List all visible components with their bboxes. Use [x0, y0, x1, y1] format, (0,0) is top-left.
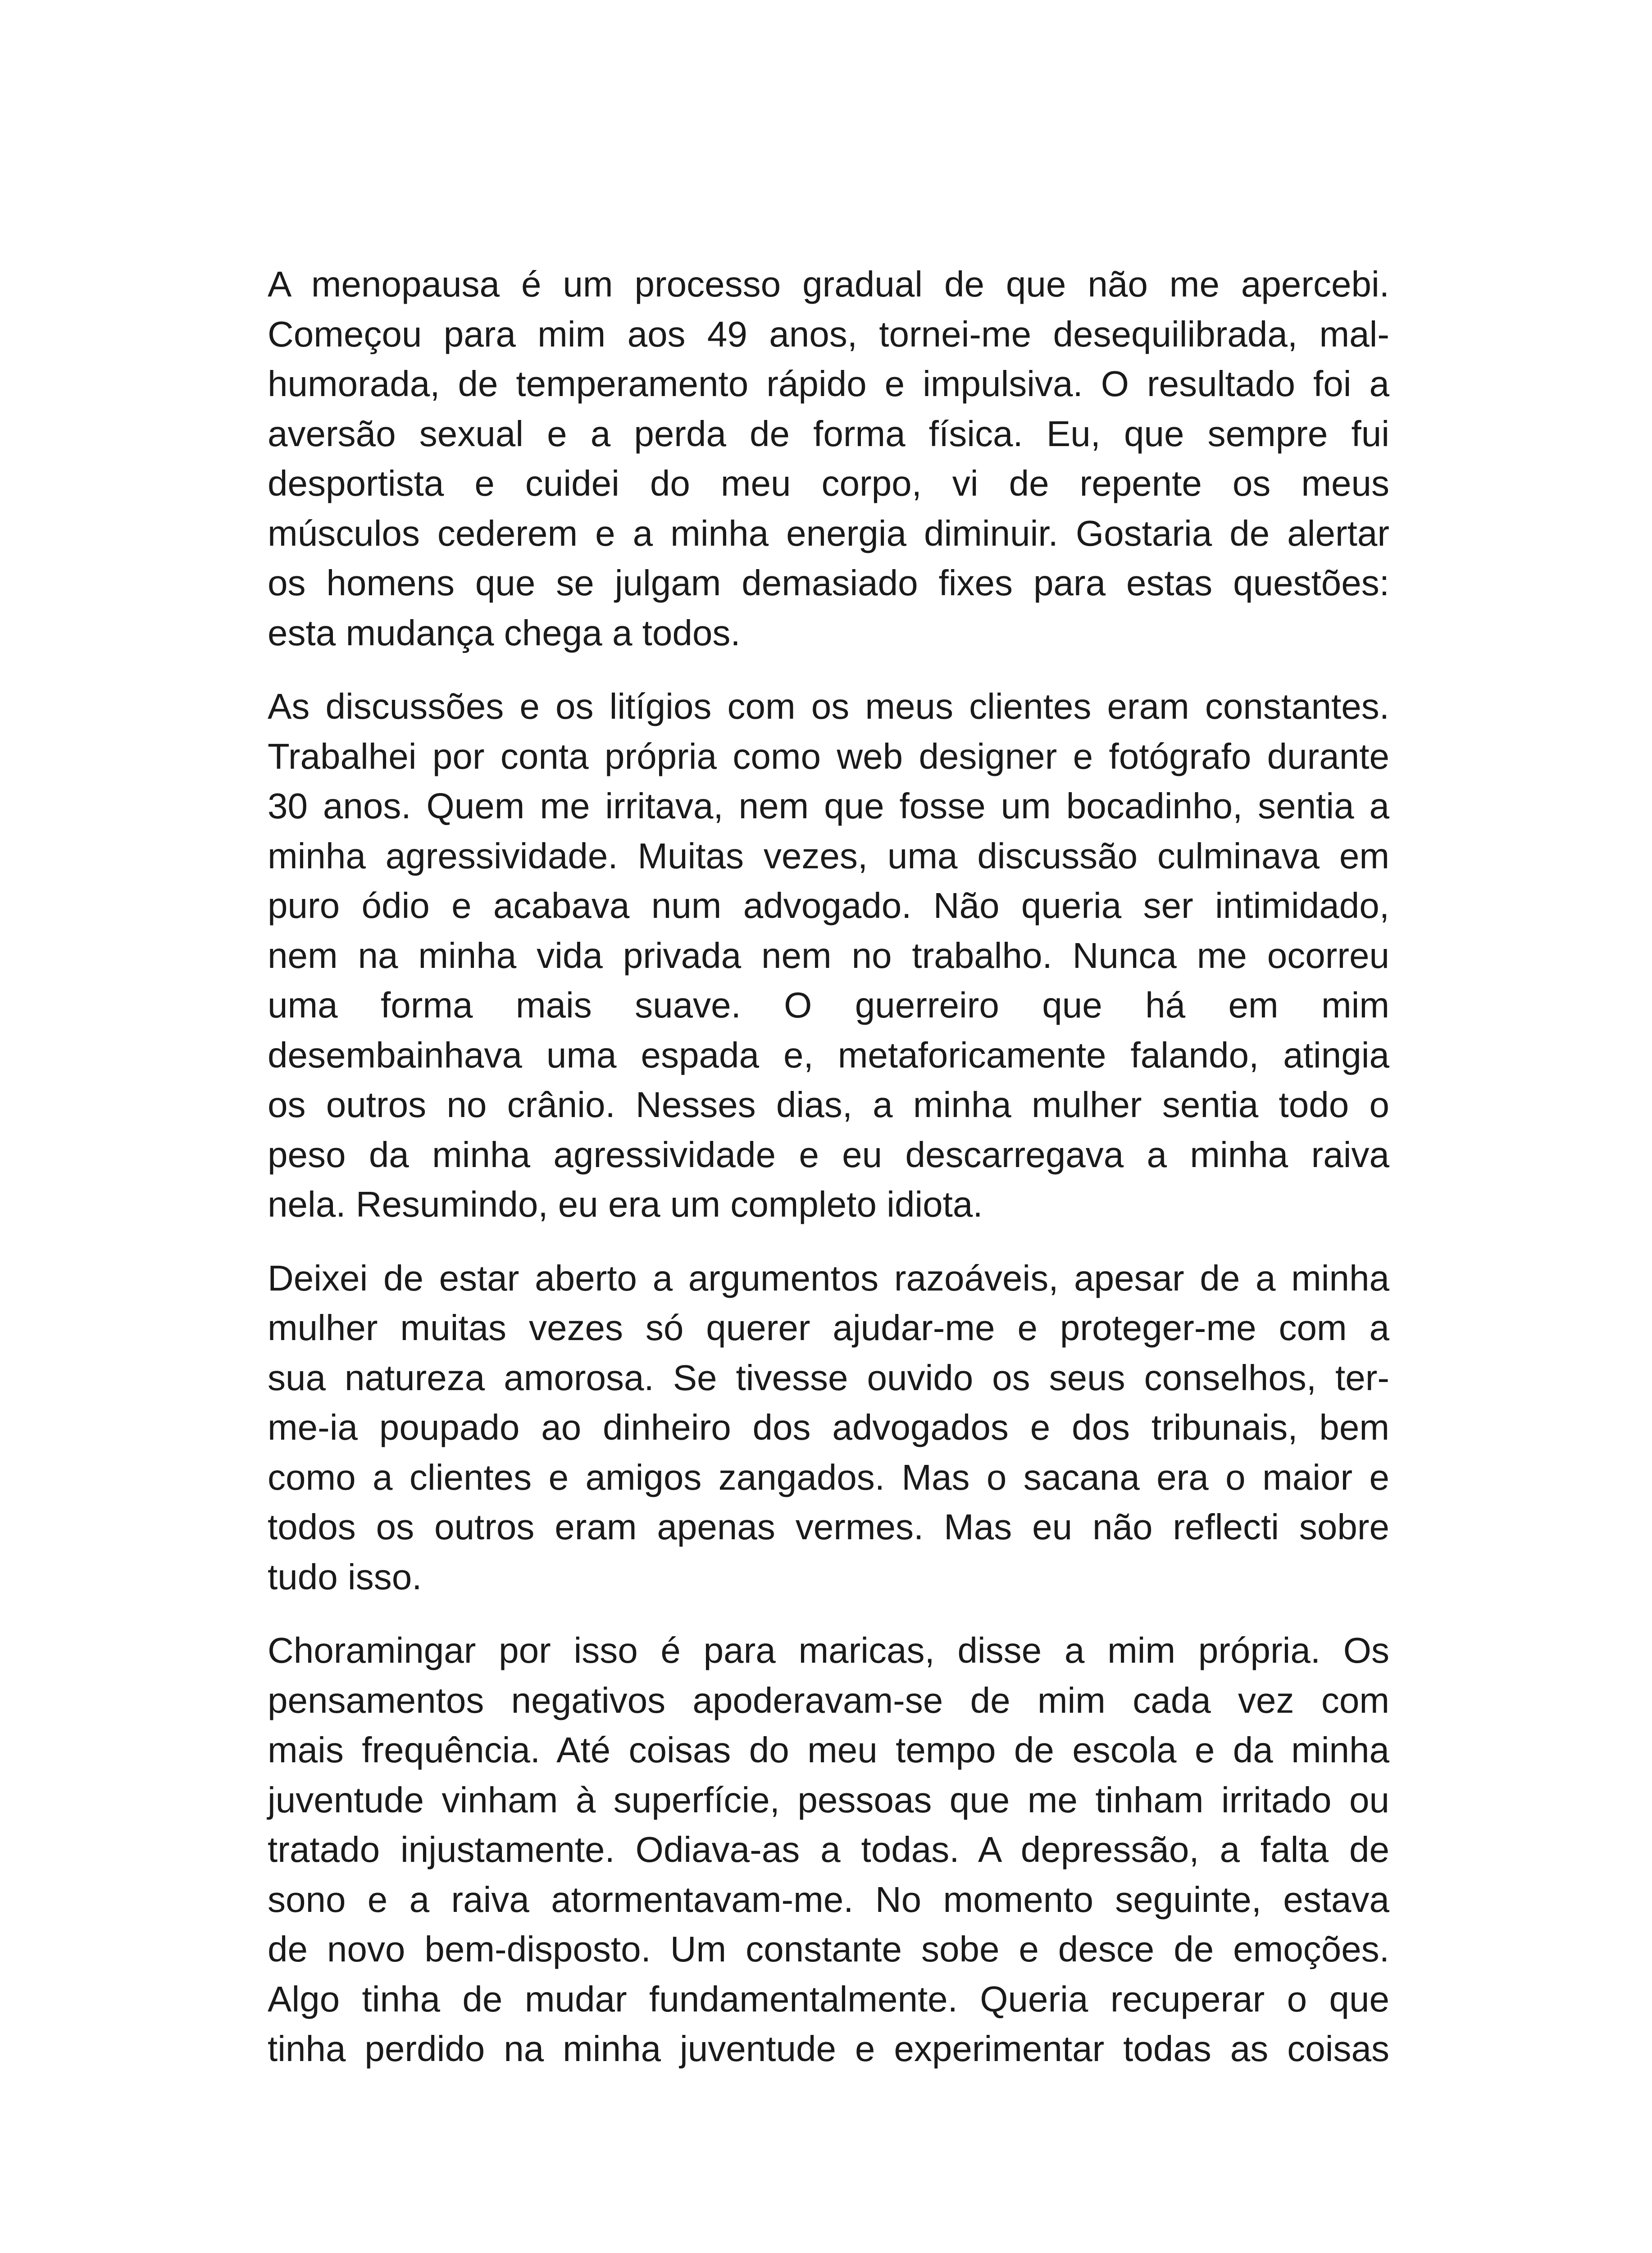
text-line: desembainhava uma espada e, metaforicamente falando, atingia: [268, 1035, 1389, 1075]
text-line: desportista e cuidei do meu corpo, vi de repente os meus: [268, 463, 1389, 503]
text-line: sono e a raiva atormentavam-me. No momento seguinte, estava: [268, 1879, 1389, 1920]
text-line: A menopausa é um processo gradual de que não me apercebi.: [268, 264, 1389, 304]
text-line: os homens que se julgam demasiado fixes para estas questões:: [268, 563, 1389, 603]
text-line: pensamentos negativos apoderavam-se de mim cada vez com: [268, 1680, 1389, 1720]
paragraph-3: [268, 1254, 1389, 1602]
text-line: Choramingar por isso é para maricas, disse a mim própria. Os: [268, 1630, 1389, 1670]
text-line: esta mudança chega a todos.: [268, 612, 741, 653]
text-line: 30 anos. Quem me irritava, nem que fosse um bocadinho, sentia a: [268, 786, 1389, 826]
text-line: todos os outros eram apenas vermes. Mas eu não reflecti sobre: [268, 1507, 1389, 1547]
paragraph-4: [268, 1626, 1389, 2074]
text-line: uma forma mais suave. O guerreiro que há em mim: [268, 985, 1389, 1025]
text-line: puro ódio e acabava num advogado. Não queria ser intimidado,: [268, 885, 1389, 926]
text-line: nela. Resumindo, eu era um completo idiota.: [268, 1184, 983, 1224]
text-line: juventude vinham à superfície, pessoas que me tinham irritado ou: [268, 1779, 1389, 1820]
text-line: mulher muitas vezes só querer ajudar-me e proteger-me com a: [268, 1308, 1389, 1348]
text-line: nem na minha vida privada nem no trabalho. Nunca me ocorreu: [268, 935, 1389, 976]
text-line: músculos cederem e a minha energia diminuir. Gostaria de alertar: [268, 513, 1389, 553]
paragraph-1: [268, 260, 1389, 658]
text-line: humorada, de temperamento rápido e impulsiva. O resultado foi a: [268, 364, 1389, 404]
text-line: Algo tinha de mudar fundamentalmente. Queria recuperar o que: [268, 1979, 1389, 2019]
text-line: tudo isso.: [268, 1556, 422, 1597]
text-line: sua natureza amorosa. Se tivesse ouvido os seus conselhos, ter-: [268, 1357, 1389, 1398]
text-line: Deixei de estar aberto a argumentos razoáveis, apesar de a minha: [268, 1258, 1389, 1298]
text-line: mais frequência. Até coisas do meu tempo de escola e da minha: [268, 1730, 1389, 1770]
text-line: me-ia poupado ao dinheiro dos advogados e dos tribunais, bem: [268, 1407, 1389, 1447]
text-line: Trabalhei por conta própria como web designer e fotógrafo durante: [268, 736, 1389, 776]
text-line: aversão sexual e a perda de forma física. Eu, que sempre fui: [268, 413, 1389, 454]
text-line: minha agressividade. Muitas vezes, uma discussão culminava em: [268, 835, 1389, 876]
text-line: tinha perdido na minha juventude e experimentar todas as coisas: [268, 2029, 1389, 2069]
text-line: Começou para mim aos 49 anos, tornei-me desequilibrada, mal-: [268, 314, 1389, 354]
text-line: As discussões e os litígios com os meus clientes eram constantes.: [268, 686, 1389, 726]
text-line: tratado injustamente. Odiava-as a todas. A depressão, a falta de: [268, 1829, 1389, 1870]
text-line: de novo bem-disposto. Um constante sobe e desce de emoções.: [268, 1929, 1389, 1969]
text-line: os outros no crânio. Nesses dias, a minha mulher sentia todo o: [268, 1085, 1389, 1125]
text-line: peso da minha agressividade e eu descarregava a minha raiva: [268, 1134, 1389, 1175]
paragraph-2: [268, 682, 1389, 1230]
body-text: [268, 260, 1389, 2074]
text-line: como a clientes e amigos zangados. Mas o sacana era o maior e: [268, 1457, 1389, 1497]
